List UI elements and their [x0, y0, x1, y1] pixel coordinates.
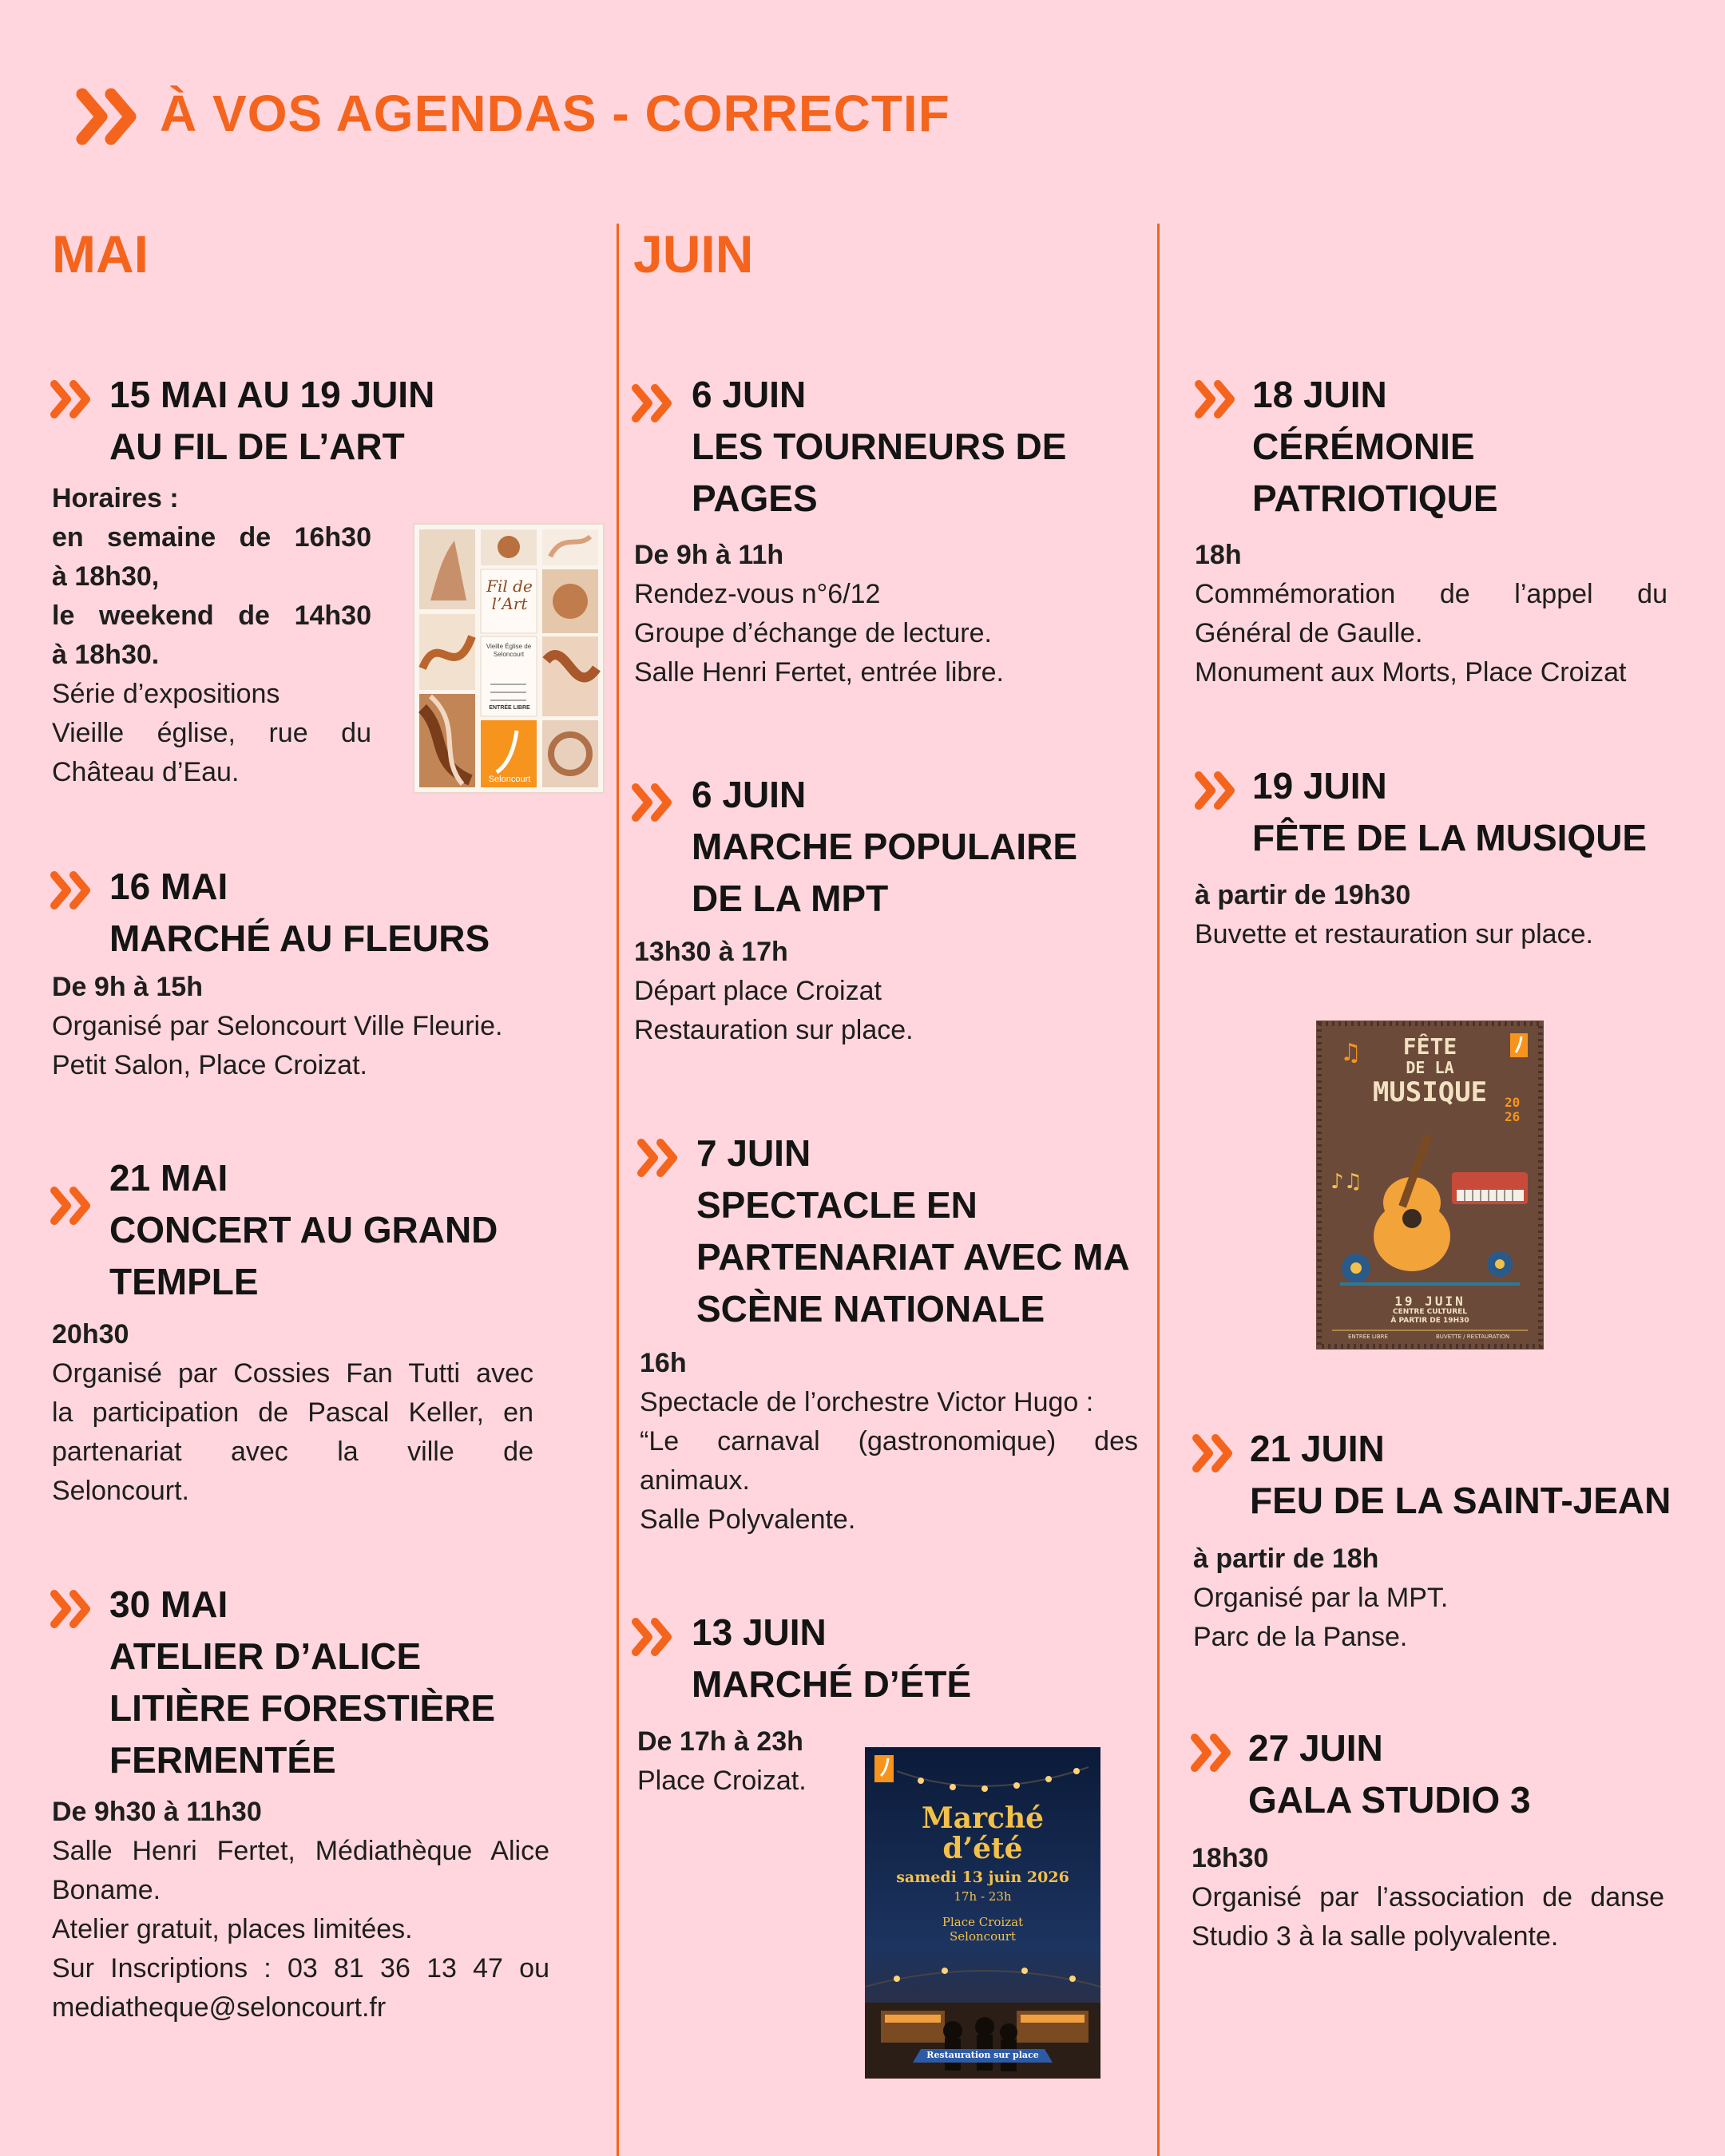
event-title: MARCHÉ D’ÉTÉ	[692, 1663, 972, 1705]
event-body	[52, 1315, 533, 1511]
event-date: 21 MAI	[109, 1157, 228, 1199]
marche-ete-poster	[865, 1747, 1100, 2079]
event-heading	[692, 769, 1077, 925]
event-heading	[692, 1607, 971, 1710]
event-time: 18h30	[1192, 1843, 1269, 1873]
column-divider	[1157, 224, 1160, 2156]
event-date: 18 JUIN	[1252, 374, 1387, 415]
event-time: 20h30	[52, 1319, 129, 1349]
poster-banner: Restauration sur place	[926, 2050, 1039, 2060]
chevron-icon	[636, 1138, 681, 1178]
chevron-icon	[1194, 379, 1239, 419]
event-title: FERMENTÉE	[109, 1739, 336, 1781]
event-detail-line: Studio 3 à la salle polyvalente.	[1192, 1921, 1559, 1952]
event-detail-line: Restauration sur place.	[634, 1015, 914, 1045]
event-title: ATELIER D’ALICE	[109, 1635, 422, 1677]
month-heading-juin: JUIN	[633, 224, 754, 283]
event-detail-line: animaux.	[640, 1465, 750, 1496]
event-schedule-line: à 18h30,	[52, 561, 160, 592]
event-detail-line: Place Croizat.	[637, 1766, 807, 1796]
event-date: 6 JUIN	[692, 774, 807, 815]
month-heading-mai: MAI	[52, 224, 149, 283]
event-date: 30 MAI	[109, 1583, 228, 1625]
event-title: LES TOURNEURS DE	[692, 426, 1067, 467]
poster-venue: Vieille Église de Seloncourt	[486, 643, 532, 658]
event-title: PAGES	[692, 478, 818, 519]
event-body	[637, 1722, 845, 1801]
poster-brand: Seloncourt	[488, 775, 531, 784]
event-time: 18h	[1195, 540, 1242, 570]
event-date: 7 JUIN	[696, 1132, 811, 1174]
event-title: PATRIOTIQUE	[1252, 478, 1498, 519]
event-detail-line: Boname.	[52, 1875, 161, 1905]
event-detail-line: Groupe d’échange de lecture.	[634, 618, 992, 648]
event-body	[634, 933, 1145, 1050]
page-title: À VOS AGENDAS - CORRECTIF	[160, 85, 950, 142]
poster-footer-left: ENTRÉE LIBRE	[1348, 1334, 1388, 1340]
event-title: MARCHÉ AU FLEURS	[109, 917, 490, 959]
poster-footer-right: BUVETTE / RESTAURATION	[1436, 1334, 1510, 1340]
event-time: 16h	[640, 1348, 687, 1378]
event-heading	[696, 1128, 1130, 1335]
poster-date: 19 JUIN	[1394, 1294, 1465, 1309]
chevron-icon	[1194, 771, 1239, 810]
event-detail-line: Spectacle de l’orchestre Victor Hugo :	[640, 1387, 1094, 1417]
event-time: à partir de 19h30	[1195, 880, 1411, 910]
event-title: CONCERT AU GRAND	[109, 1209, 498, 1250]
event-date: 21 JUIN	[1250, 1428, 1385, 1469]
event-detail-line: partenariat avec la ville de	[52, 1437, 533, 1467]
event-detail-line: la participation de Pascal Keller, en	[52, 1397, 533, 1428]
event-schedule-line: le weekend de 14h30	[52, 600, 371, 631]
event-time: De 9h à 15h	[52, 972, 203, 1002]
event-body	[1195, 536, 1668, 692]
chevron-icon	[50, 379, 94, 419]
poster-entry: ENTRÉE LIBRE	[489, 705, 530, 711]
event-body	[640, 1344, 1138, 1540]
poster-hours: 17h - 23h	[954, 1889, 1012, 1904]
poster-title: Marché d’été	[921, 1801, 1045, 1865]
event-detail-line: Atelier gratuit, places limitées.	[52, 1914, 413, 1944]
event-title: FÊTE DE LA MUSIQUE	[1252, 817, 1648, 858]
event-detail-line: Buvette et restauration sur place.	[1195, 919, 1593, 949]
event-detail-line: Sur Inscriptions : 03 81 36 13 47 ou	[52, 1953, 549, 1984]
event-body	[1193, 1540, 1666, 1657]
chevron-icon	[50, 870, 94, 910]
event-heading	[1248, 1722, 1531, 1826]
event-heading	[692, 369, 1066, 525]
event-detail-line: Organisé par l’association de danse	[1192, 1882, 1664, 1912]
event-title: SCÈNE NATIONALE	[696, 1288, 1045, 1330]
event-body	[52, 479, 371, 792]
fil-de-lart-poster	[413, 523, 605, 794]
event-title: FEU DE LA SAINT-JEAN	[1250, 1480, 1671, 1521]
column-divider	[617, 224, 619, 2156]
event-title: MARCHE POPULAIRE	[692, 826, 1078, 867]
event-detail-line: Rendez-vous n°6/12	[634, 579, 881, 609]
chevron-icon	[1190, 1733, 1235, 1773]
event-detail-line: Vieille église, rue du	[52, 718, 371, 748]
chevron-icon	[50, 1186, 94, 1226]
chevron-icon	[631, 783, 676, 822]
event-title: DE LA MPT	[692, 878, 889, 919]
event-detail-line: Salle Polyvalente.	[640, 1504, 856, 1535]
chevron-icon	[631, 1617, 676, 1657]
event-detail-line: Monument aux Morts, Place Croizat	[1195, 657, 1627, 688]
poster-info: CENTRE CULTUREL À PARTIR DE 19H30	[1390, 1308, 1469, 1325]
event-date: 16 MAI	[109, 866, 228, 907]
event-time: De 9h30 à 11h30	[52, 1797, 262, 1827]
poster-year: 20 26	[1505, 1095, 1521, 1124]
chevron-icon	[50, 1589, 94, 1629]
event-detail-line: Série d’expositions	[52, 679, 280, 709]
event-title: TEMPLE	[109, 1261, 259, 1302]
event-detail-line: Organisé par Cossies Fan Tutti avec	[52, 1358, 533, 1389]
poster-place: Place Croizat Seloncourt	[942, 1915, 1024, 1944]
event-title: GALA STUDIO 3	[1248, 1779, 1531, 1821]
event-date: 19 JUIN	[1252, 765, 1387, 807]
event-date: 27 JUIN	[1248, 1727, 1383, 1769]
event-title: LITIÈRE FORESTIÈRE	[109, 1687, 496, 1729]
event-body	[52, 1793, 549, 2027]
event-detail-line: Départ place Croizat	[634, 976, 882, 1006]
fete-musique-poster	[1316, 1021, 1544, 1349]
event-heading	[109, 1152, 498, 1308]
chevron-icon	[1192, 1433, 1236, 1473]
event-heading	[109, 1579, 495, 1786]
event-heading	[1252, 369, 1498, 525]
event-detail-line: Organisé par la MPT.	[1193, 1583, 1449, 1613]
event-title: CÉRÉMONIE	[1252, 426, 1475, 467]
event-date: 13 JUIN	[692, 1611, 827, 1653]
event-detail-line: Commémoration de l’appel du	[1195, 579, 1668, 609]
double-chevron-icon	[76, 88, 141, 145]
event-time: De 17h à 23h	[637, 1726, 803, 1757]
event-heading	[109, 861, 490, 965]
event-body	[634, 536, 1145, 692]
event-detail-line: Salle Henri Fertet, Médiathèque Alice	[52, 1836, 549, 1866]
event-detail-line: Château d’Eau.	[52, 757, 240, 787]
event-heading	[1252, 760, 1647, 864]
poster-title: FÊTE DE LA MUSIQUE	[1372, 1033, 1488, 1108]
chevron-icon	[631, 383, 676, 423]
event-title: SPECTACLE EN	[696, 1184, 978, 1226]
event-detail-line: Parc de la Panse.	[1193, 1622, 1408, 1652]
event-detail-line: Seloncourt.	[52, 1476, 189, 1506]
svg-text:♪♫: ♪♫	[1330, 1170, 1362, 1194]
event-detail-line: Général de Gaulle.	[1195, 618, 1423, 648]
poster-date: samedi 13 juin 2026	[896, 1869, 1069, 1886]
event-date: 6 JUIN	[692, 374, 807, 415]
event-title: AU FIL DE L’ART	[109, 426, 405, 467]
event-time: De 9h à 11h	[634, 540, 784, 570]
svg-text:♫: ♫	[1340, 1039, 1362, 1067]
event-body	[52, 968, 547, 1085]
event-detail-line: Petit Salon, Place Croizat.	[52, 1050, 367, 1080]
event-detail-line: Organisé par Seloncourt Ville Fleurie.	[52, 1011, 503, 1041]
event-body	[1192, 1839, 1664, 1956]
event-detail-line: “Le carnaval (gastronomique) des	[640, 1426, 1138, 1456]
event-body	[1195, 876, 1668, 954]
event-heading	[109, 369, 434, 473]
event-date: 15 MAI AU 19 JUIN	[109, 374, 435, 415]
event-detail-line: mediatheque@seloncourt.fr	[52, 1992, 387, 2023]
event-time: à partir de 18h	[1193, 1544, 1379, 1574]
event-schedule-line: en semaine de 16h30	[52, 522, 371, 553]
event-detail-line: Salle Henri Fertet, entrée libre.	[634, 657, 1004, 688]
event-heading	[1250, 1423, 1671, 1527]
poster-title: Fil de l’Art	[486, 577, 533, 613]
event-time: 13h30 à 17h	[634, 937, 788, 967]
event-schedule-label: Horaires :	[52, 483, 179, 513]
event-schedule-line: à 18h30.	[52, 640, 160, 670]
event-title: PARTENARIAT AVEC MA	[696, 1236, 1130, 1278]
